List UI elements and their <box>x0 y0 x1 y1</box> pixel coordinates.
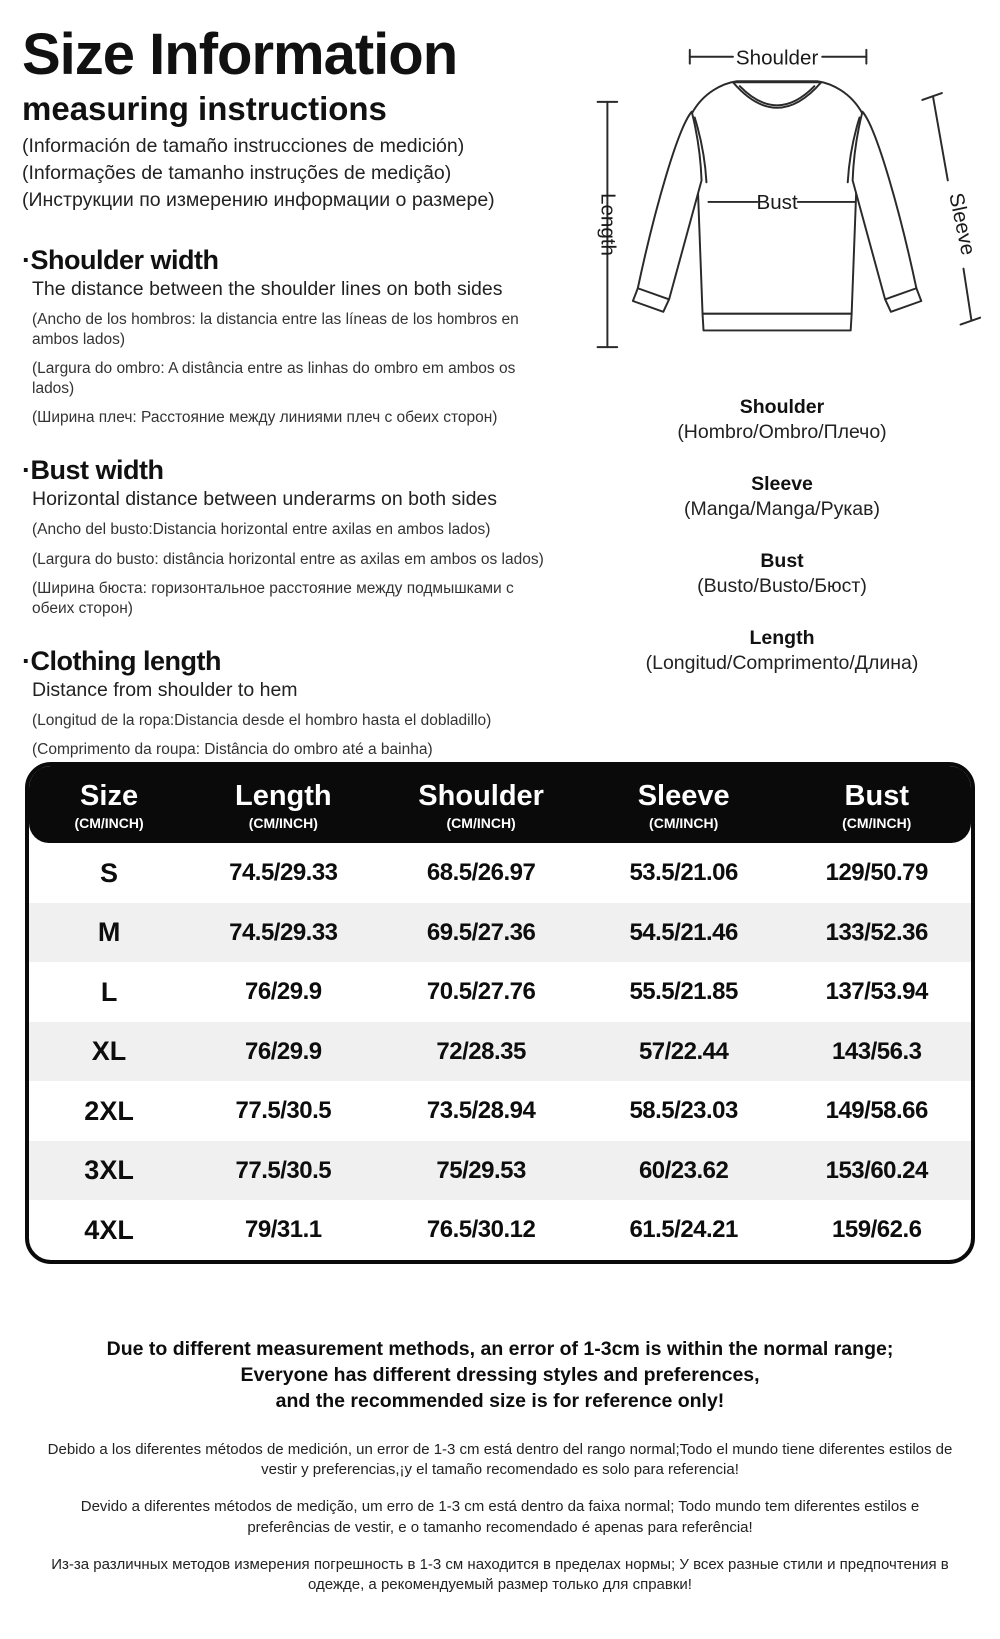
legend-translation: (Longitud/Comprimento/Длина) <box>645 652 919 674</box>
cell-size: 4XL <box>84 1214 134 1245</box>
section-title: ·Bust width <box>22 455 164 486</box>
section-translation-es: (Ancho del busto:Distancia horizontal entre axilas en ambos lados) <box>32 521 491 539</box>
measurement-legend <box>576 396 988 704</box>
legend-term: Length <box>749 627 815 649</box>
instructions-column <box>22 22 570 789</box>
section-translation-es: (Ancho de los hombros: la distancia entre las líneas de los hombros en ambos lados) <box>32 310 519 348</box>
diagram-label-bust: Bust <box>756 190 798 214</box>
section-bust-width <box>22 455 570 619</box>
table-row-m <box>29 903 971 963</box>
section-description: Distance from shoulder to hem <box>32 679 298 702</box>
cell-size: M <box>97 917 121 948</box>
section-translation-ru: (Ширина плеч: Расстояние между линиями плеч с обеих сторон) <box>32 409 498 427</box>
diagram-label-shoulder: Shoulder <box>735 46 819 70</box>
legend-term: Bust <box>760 550 804 572</box>
size-table <box>25 762 975 1264</box>
diagram-column <box>576 30 988 704</box>
cell-shoulder: 68.5/26.97 <box>426 859 536 887</box>
legend-translation: (Manga/Manga/Рукав) <box>684 498 880 520</box>
cell-sleeve: 60/23.62 <box>638 1156 729 1184</box>
legend-item-bust <box>697 550 867 598</box>
section-translation-pt: (Comprimento da roupa: Distância do ombro até a bainha) <box>32 741 433 759</box>
cell-length: 76/29.9 <box>245 1037 322 1065</box>
table-row-3xl <box>29 1141 971 1201</box>
diagram-label-sleeve: Sleeve <box>944 190 980 258</box>
size-table-header <box>29 766 971 843</box>
cell-bust: 153/60.24 <box>825 1156 928 1184</box>
cell-shoulder: 70.5/27.76 <box>426 978 536 1006</box>
column-header-shoulder: Shoulder (CM/INCH) <box>418 780 544 832</box>
cell-length: 74.5/29.33 <box>229 859 338 887</box>
subtitle-translation-pt: (Informações de tamanho instruções de medição) <box>22 161 452 184</box>
cell-size: S <box>100 857 119 888</box>
cell-size: XL <box>91 1036 127 1067</box>
section-translation-pt: (Largura do busto: distância horizontal entre as axilas em ambos os lados) <box>32 550 544 568</box>
cell-sleeve: 58.5/23.03 <box>629 1097 738 1125</box>
table-row-s <box>29 843 971 903</box>
legend-item-sleeve <box>684 473 880 521</box>
column-header-length: Length (CM/INCH) <box>234 780 332 832</box>
cell-shoulder: 76.5/30.12 <box>426 1216 536 1244</box>
subtitle-translation-ru: (Инструкции по измерению информации о размере) <box>22 188 495 211</box>
disclaimer-es: Debido a los diferentes métodos de medición, un error de 1-3 cm está dentro del rango normal;Todo el mundo tiene diferentes estilos de vestir y preferencias,¡y el tamaño recomendado es solo para referencia! <box>47 1440 953 1479</box>
section-translation-pt: (Largura do ombro: A distância entre as linhas do ombro em ambos os lados) <box>32 360 516 398</box>
sweater-measurement-diagram <box>576 30 988 366</box>
cell-bust: 133/52.36 <box>825 918 928 946</box>
cell-length: 76/29.9 <box>245 978 322 1006</box>
section-description: The distance between the shoulder lines on both sides <box>32 277 503 300</box>
cell-bust: 149/58.66 <box>825 1097 928 1125</box>
table-row-l <box>29 962 971 1022</box>
cell-bust: 159/62.6 <box>832 1216 922 1244</box>
cell-length: 77.5/30.5 <box>235 1097 332 1125</box>
cell-sleeve: 54.5/21.46 <box>629 918 738 946</box>
section-title: ·Clothing length <box>22 646 221 677</box>
subtitle-translation-es: (Información de tamaño instrucciones de medición) <box>22 135 465 157</box>
disclaimer-pt: Devido a diferentes métodos de medição, um erro de 1-3 cm está dentro da faixa normal; Todo mundo tem diferentes estilos e preferências de vestir, e o tamanho recomendado é apenas para referência! <box>80 1498 920 1536</box>
section-description: Horizontal distance between underarms on both sides <box>32 488 498 511</box>
legend-item-shoulder <box>677 396 886 444</box>
cell-bust: 137/53.94 <box>825 978 928 1006</box>
page-title: Size Information <box>22 22 458 87</box>
cell-length: 79/31.1 <box>245 1216 322 1244</box>
section-shoulder-width <box>22 245 570 429</box>
cell-length: 74.5/29.33 <box>229 918 338 946</box>
column-header-bust: Bust (CM/INCH) <box>842 780 912 832</box>
section-translation-ru: (Ширина бюста: горизонтальное расстояние между подмышками с обеих сторон) <box>32 579 514 617</box>
subtitle-translations <box>22 134 570 214</box>
legend-item-length <box>646 627 919 675</box>
cell-size: 3XL <box>84 1155 134 1186</box>
legend-term: Shoulder <box>739 396 825 418</box>
cell-shoulder: 69.5/27.36 <box>426 918 536 946</box>
cell-bust: 143/56.3 <box>832 1037 922 1065</box>
disclaimer-footer <box>0 1337 1000 1595</box>
diagram-label-length: Length <box>596 192 620 256</box>
section-title: ·Shoulder width <box>22 244 219 275</box>
cell-sleeve: 57/22.44 <box>638 1037 729 1065</box>
cell-shoulder: 72/28.35 <box>436 1037 526 1065</box>
legend-translation: (Busto/Busto/Бюст) <box>697 575 867 597</box>
table-row-xl <box>29 1022 971 1082</box>
cell-length: 77.5/30.5 <box>235 1156 332 1184</box>
cell-sleeve: 53.5/21.06 <box>629 859 738 887</box>
cell-size: 2XL <box>84 1095 134 1126</box>
disclaimer-ru: Из-за различных методов измерения погрешность в 1-3 см находится в пределах нормы; У всех разные стили и предпочтения в одежде, а рекомендуемый размер только для справки! <box>51 1555 949 1594</box>
page-subtitle: measuring instructions <box>22 90 387 127</box>
cell-sleeve: 61.5/24.21 <box>629 1216 738 1244</box>
cell-size: L <box>100 976 118 1007</box>
section-translation-es: (Longitud de la ropa:Distancia desde el hombro hasta el dobladillo) <box>32 712 492 730</box>
disclaimer-en: Due to different measurement methods, an error of 1-3cm is within the normal range; Everyone has different dressing styles and preferences, and the recommended size is for reference only! <box>106 1338 894 1412</box>
cell-bust: 129/50.79 <box>825 859 928 887</box>
table-row-4xl <box>29 1200 971 1260</box>
column-header-sleeve: Sleeve (CM/INCH) <box>637 780 730 832</box>
legend-translation: (Hombro/Ombro/Плечо) <box>677 421 887 443</box>
legend-term: Sleeve <box>751 473 813 495</box>
column-header-size: Size (CM/INCH) <box>74 780 144 832</box>
table-row-2xl <box>29 1081 971 1141</box>
cell-sleeve: 55.5/21.85 <box>629 978 738 1006</box>
cell-shoulder: 73.5/28.94 <box>426 1097 536 1125</box>
cell-shoulder: 75/29.53 <box>436 1156 526 1184</box>
